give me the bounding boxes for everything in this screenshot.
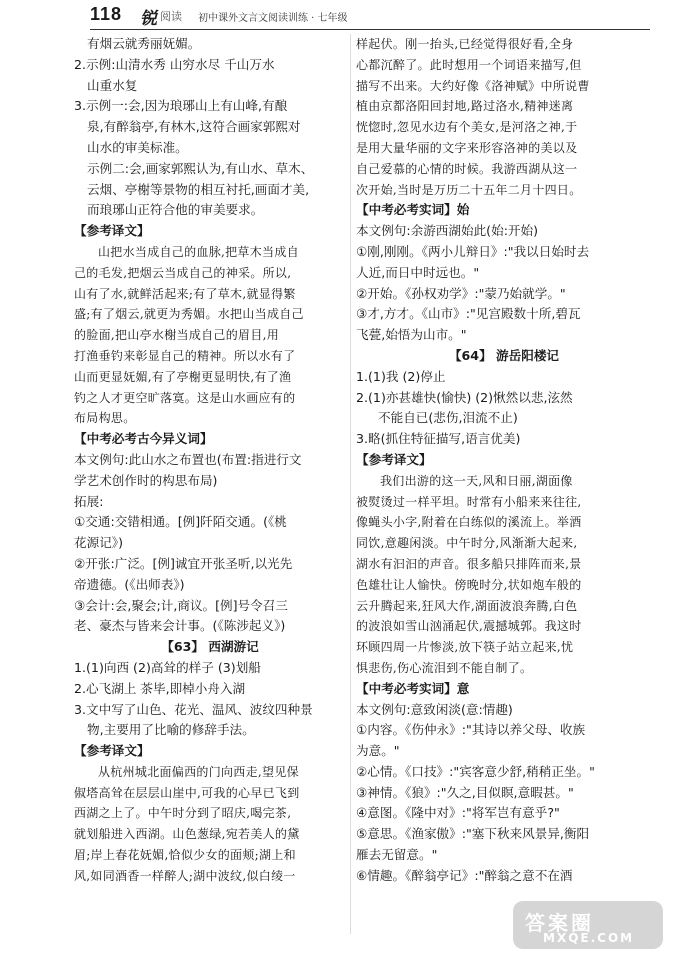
vocab-line: ①内容。《伤仲永》:"其诗以养父母、收族 — [356, 722, 586, 738]
vocab-line: 学艺术创作时的构思布局) — [74, 472, 218, 488]
answer-line: 2.心飞湖上 茶毕,即棹小舟入湖 — [74, 680, 246, 696]
answer-line: 泉,有醉翁亭,有林木,这符合画家郭熙对 — [87, 119, 301, 135]
reference-translation-heading: 【参考译文】 — [356, 451, 432, 467]
page-number: 118 — [90, 4, 123, 24]
site-watermark — [513, 901, 663, 949]
column-divider — [350, 34, 351, 934]
answer-line: 有烟云就秀丽妩媚。 — [87, 36, 201, 51]
answer-line: 山重水复 — [87, 77, 138, 93]
page-header — [0, 0, 675, 36]
translation-line: 次开始,当时是万历二十五年二月十四日。 — [356, 182, 582, 197]
translation-line: 湖水有汩汩的声音。很多船只排阵而来,景 — [356, 556, 582, 571]
answer-line: 山水的审美标准。 — [87, 139, 188, 155]
answer-line: 物,主要用了比喻的修辞手法。 — [87, 722, 255, 738]
translation-line: 从杭州城北面偏西的门向西走,望见保 — [98, 764, 299, 779]
answer-line: 而琅琊山正符合他的审美要求。 — [87, 202, 264, 218]
key-word-heading: 【中考必考实词】始 — [356, 202, 470, 218]
translation-line: 恍惚时,忽见水边有个美女,是河洛之神,于 — [356, 120, 578, 135]
translation-line: 俶塔高耸在层层山崖中,可我的心早已飞到 — [74, 785, 300, 800]
vocab-line: 本文例句:意致闲淡(意:情趣) — [356, 701, 513, 717]
header-rule — [90, 29, 650, 30]
vocab-line: ④意图。《隆中对》:"将军岂有意乎?" — [356, 805, 560, 821]
translation-line: 是用大量华丽的文字来形容洛神的美以及 — [356, 140, 578, 155]
right-column — [356, 34, 652, 887]
translation-line: 山有了水,就鲜活起来;有了草木,就显得繁 — [74, 286, 296, 301]
translation-line: 描写不出来。大约好像《洛神赋》中所说曹 — [356, 78, 590, 93]
translation-line: 风,如同酒香一样醉人;湖中波纹,似白绫一 — [74, 868, 296, 883]
translation-line: 自己爱慕的心情的时候。我游西湖从这一 — [356, 161, 578, 176]
translation-line: 的脸面,把山亭水榭当成自己的眉目,用 — [74, 328, 280, 343]
watermark-text: 答案圈 — [525, 911, 594, 935]
translation-line: 像蝇头小字,附着在白练似的溪流上。举酒 — [356, 515, 582, 530]
answer-line: 3.示例一:会,因为琅琊山上有山峰,有酿 — [74, 98, 288, 114]
translation-line: 就划船进入西湖。山色葱绿,宛若美人的黛 — [74, 827, 300, 842]
translation-line: 盛;有了烟云,就更为秀媚。水把山当成自己 — [74, 307, 304, 322]
translation-line: 环顾四周一片惨淡,放下筷子站立起来,忧 — [356, 640, 574, 655]
vocab-line: 本文例句:余游西湖始此(始:开始) — [356, 223, 539, 239]
vocab-line: ②心情。《口技》:"宾客意少舒,稍稍正坐。" — [356, 763, 595, 779]
vocab-line: ⑤意思。《渔家傲》:"塞下秋来风景异,衡阳 — [356, 826, 590, 842]
vocab-line: ③会计:会,聚会;计,商议。[例]号令召三 — [74, 597, 288, 613]
translation-line: 心都沉醉了。此时想用一个词语来描写,但 — [356, 57, 582, 72]
answer-line: 3.略(抓住特征描写,语言优美) — [356, 431, 521, 447]
vocab-line: ①交通:交错相通。[例]阡陌交通。(《桃 — [74, 514, 287, 530]
translation-line: 的波浪如雪山汹涌起伏,震撼城郭。我这时 — [356, 619, 582, 634]
vocab-line: ③才,方才。《山市》:"见宫殿数十所,碧瓦 — [356, 306, 581, 322]
translation-line: 钓之人才更空旷落寞。这是山水画应有的 — [74, 390, 296, 405]
vocab-line: 雁去无留意。" — [356, 847, 438, 863]
vocab-line: ⑥情趣。《醉翁亭记》:"醉翁之意不在酒 — [356, 867, 573, 883]
vocab-line: 花源记》) — [74, 535, 123, 551]
answer-line: 示例二:会,画家郭熙认为,有山水、草木、 — [87, 160, 314, 176]
translation-line: 被熨烫过一样平坦。时常有小船来来往往, — [356, 494, 582, 509]
answer-line: 3.文中写了山色、花光、温风、波纹四种景 — [74, 701, 313, 717]
translation-line: 我们出游的这一天,风和日丽,湖面像 — [380, 473, 573, 488]
translation-line: 山而更显妩媚,有了亭榭更显明快,有了渔 — [74, 369, 292, 384]
book-title: 初中课外文言文阅读训练 · 七年级 — [198, 13, 348, 24]
reference-translation-heading: 【参考译文】 — [74, 223, 150, 239]
answer-line: 1.(1)向西 (2)高耸的样子 (3)划船 — [74, 659, 261, 675]
reference-translation-heading: 【参考译文】 — [74, 743, 150, 759]
vocab-line: ③神情。《狼》:"久之,目似瞑,意暇甚。" — [356, 784, 574, 800]
answer-line: 不能自已(悲伤,泪流不止) — [378, 410, 518, 426]
translation-line: 眉;岸上春花妩媚,恰似少女的面颊;湖上和 — [74, 848, 296, 863]
section-title-63: 【63】 西湖游记 — [161, 639, 259, 655]
answer-line: 云烟、亭榭等景物的相互衬托,画面才美, — [87, 181, 310, 197]
translation-line: 样起伏。刚一抬头,已经觉得很好看,全身 — [356, 37, 574, 51]
translation-line: 山把水当成自己的血脉,把草木当成自 — [98, 244, 299, 259]
brand-logo: 锐 — [140, 9, 157, 29]
translation-line: 布局构思。 — [74, 411, 136, 426]
translation-line: 色雄壮让人愉快。傍晚时分,状如炮车般的 — [356, 577, 582, 592]
answer-line: 2.(1)亦甚雄快(愉快) (2)愀然以悲,泫然 — [356, 389, 573, 405]
vocab-line: 老、豪杰与皆来会计事。(《陈涉起义》) — [74, 618, 286, 634]
vocab-line: ②开始。《孙权劝学》:"蒙乃始就学。" — [356, 285, 566, 301]
vocab-line: ①刚,刚刚。《两小儿辩日》:"我以日始时去 — [356, 243, 590, 259]
translation-line: 己的毛发,把烟云当成自己的神采。所以, — [74, 265, 292, 280]
translation-line: 同饮,意趣闲淡。中午时分,风渐渐大起来, — [356, 536, 578, 551]
answer-line: 2.示例:山清水秀 山穷水尽 千山万水 — [74, 56, 275, 72]
brand-subtitle: 阅读 — [160, 10, 182, 23]
vocab-line: 人近,而日中时远也。" — [356, 264, 480, 280]
vocab-line: 本文例句:此山水之布置也(布置:指进行文 — [74, 451, 302, 467]
translation-line: 植由京都洛阳回封地,路过洛水,精神迷离 — [356, 99, 574, 114]
left-column — [74, 34, 346, 887]
vocab-line: 帝遗德。(《出师表》) — [74, 576, 185, 592]
translation-line: 惧悲伤,伤心流泪到不能自制了。 — [356, 660, 533, 675]
vocab-line: ②开张:广泛。[例]诚宜开张圣听,以光先 — [74, 555, 293, 571]
vocab-line: 为意。" — [356, 743, 400, 759]
translation-line: 打渔垂钓来彰显自己的精神。所以水有了 — [74, 348, 296, 363]
key-word-heading: 【中考必考实词】意 — [356, 680, 470, 696]
ancient-modern-words-heading: 【中考必考古今异义词】 — [74, 431, 213, 447]
translation-line: 云升腾起来,狂风大作,湖面波浪奔腾,白色 — [356, 598, 578, 613]
vocab-line: 拓展: — [74, 493, 104, 509]
watermark-url: MXQE.COM — [543, 931, 635, 945]
vocab-line: 飞甍,始悟为山市。" — [356, 327, 467, 343]
translation-line: 西湖之上了。中午时分到了昭庆,喝完茶, — [74, 806, 292, 821]
section-title-64: 【64】 游岳阳楼记 — [448, 347, 560, 363]
answer-line: 1.(1)我 (2)停止 — [356, 368, 446, 384]
